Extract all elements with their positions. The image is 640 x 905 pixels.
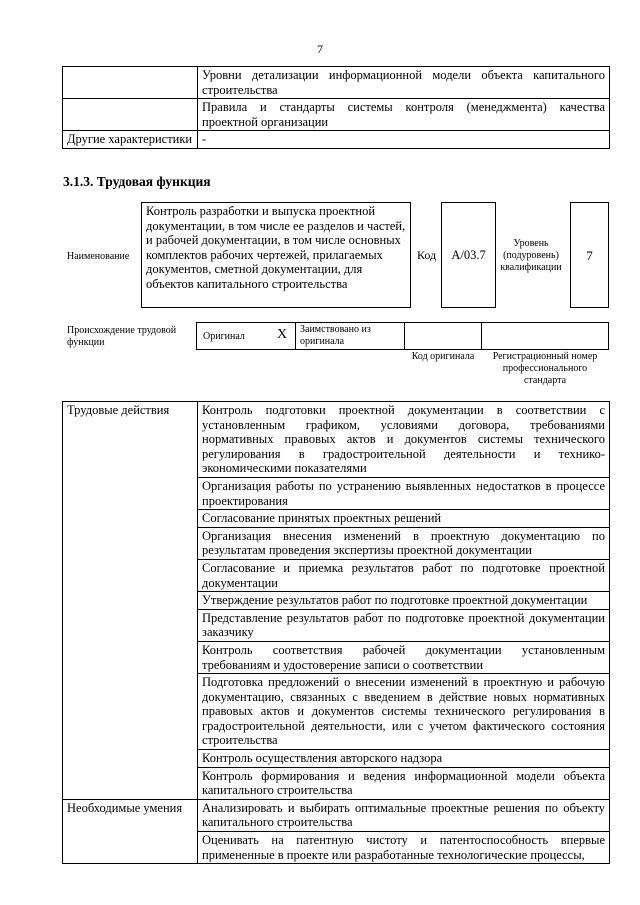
code-caption: Код оригинала [411, 351, 475, 362]
function-name: Контроль разработки и выпуска проектной документации, в том числе ее разделов и частей, и рабочей документации, в том числе основных комплектов рабочих чертежей, прилагаемых документов, сметной документации, для объектов капитального строительства [141, 202, 411, 308]
section-heading: 3.1.3. Трудовая функция [63, 174, 211, 189]
name-label: Наименование [67, 251, 130, 262]
labor-action-item: Утверждение результатов работ по подготовке проектной документации [198, 592, 610, 610]
top-table [62, 66, 610, 149]
labor-action-item: Организация внесения изменений в проектную документацию по результатам проведения экспертизы проектной документации [198, 527, 610, 559]
page-number: 7 [317, 42, 323, 56]
table-cell-value: Уровни детализации информационной модели объекта капитального строительства [198, 67, 610, 99]
borrowed-cell: Заимствовано из оригинала [295, 322, 405, 350]
labor-actions-label: Трудовые действия [63, 402, 198, 800]
original-cell [196, 322, 296, 350]
reg-number-cell [481, 322, 609, 350]
table-row [63, 99, 610, 131]
original-mark: X [277, 327, 288, 342]
original-code-cell [404, 322, 482, 350]
table-row [63, 131, 610, 149]
code-value: A/03.7 [441, 202, 496, 308]
labor-action-item: Согласование принятых проектных решений [198, 510, 610, 528]
labor-action-item: Подготовка предложений о внесении изменений в проектную и рабочую документацию, связанных с введением в действие новых нормативных правовых актов и документов системы технического регулирования в градостроительной деятельности, или с учетом фактического состояния строительства [198, 674, 610, 750]
table-row [63, 67, 610, 99]
table-cell-value: Правила и стандарты системы контроля (менеджмента) качества проектной организации [198, 99, 610, 131]
labor-action-item: Контроль осуществления авторского надзора [198, 750, 610, 768]
table-row [63, 402, 610, 478]
labor-action-item: Организация работы по устранению выявленных недостатков в процессе проектирования [198, 477, 610, 509]
labor-action-item: Контроль формирования и ведения информационной модели объекта капитального строительства [198, 767, 610, 799]
skill-item: Анализировать и выбирать оптимальные проектные решения по объекту капитального строительства [198, 799, 610, 831]
labor-action-item: Контроль подготовки проектной документации в соответствии с установленным графиком, условиями договора, требованиями нормативных правовых актов и документов системы технического регулирования в градостроительной деятельности и технико-экономическими показателями [198, 402, 610, 478]
labor-action-item: Контроль соответствия рабочей документации установленным требованиям и удостоверение записи о соответствии [198, 641, 610, 673]
labor-action-item: Согласование и приемка результатов работ по подготовке проектной документации [198, 559, 610, 591]
table-cell-label [63, 67, 198, 99]
main-table [62, 401, 610, 864]
code-label: Код [417, 248, 437, 262]
skill-item: Оценивать на патентную чистоту и патентоспособность впервые примененные в проекте или разработанные технологические процессы, [198, 832, 610, 864]
original-label: Оригинал [203, 331, 245, 342]
level-value: 7 [570, 202, 609, 308]
reg-caption: Регистрационный номер профессионального стандарта [492, 351, 598, 386]
skills-label: Необходимые умения [63, 799, 198, 863]
level-label: Уровень (подуровень) квалификации [500, 238, 562, 273]
origin-label: Происхождение трудовой функции [67, 325, 177, 348]
table-cell-label [63, 99, 198, 131]
table-row [63, 799, 610, 831]
table-cell-label: Другие характеристики [63, 131, 198, 149]
labor-action-item: Представление результатов работ по подготовке проектной документации заказчику [198, 609, 610, 641]
table-cell-value: - [198, 131, 610, 149]
